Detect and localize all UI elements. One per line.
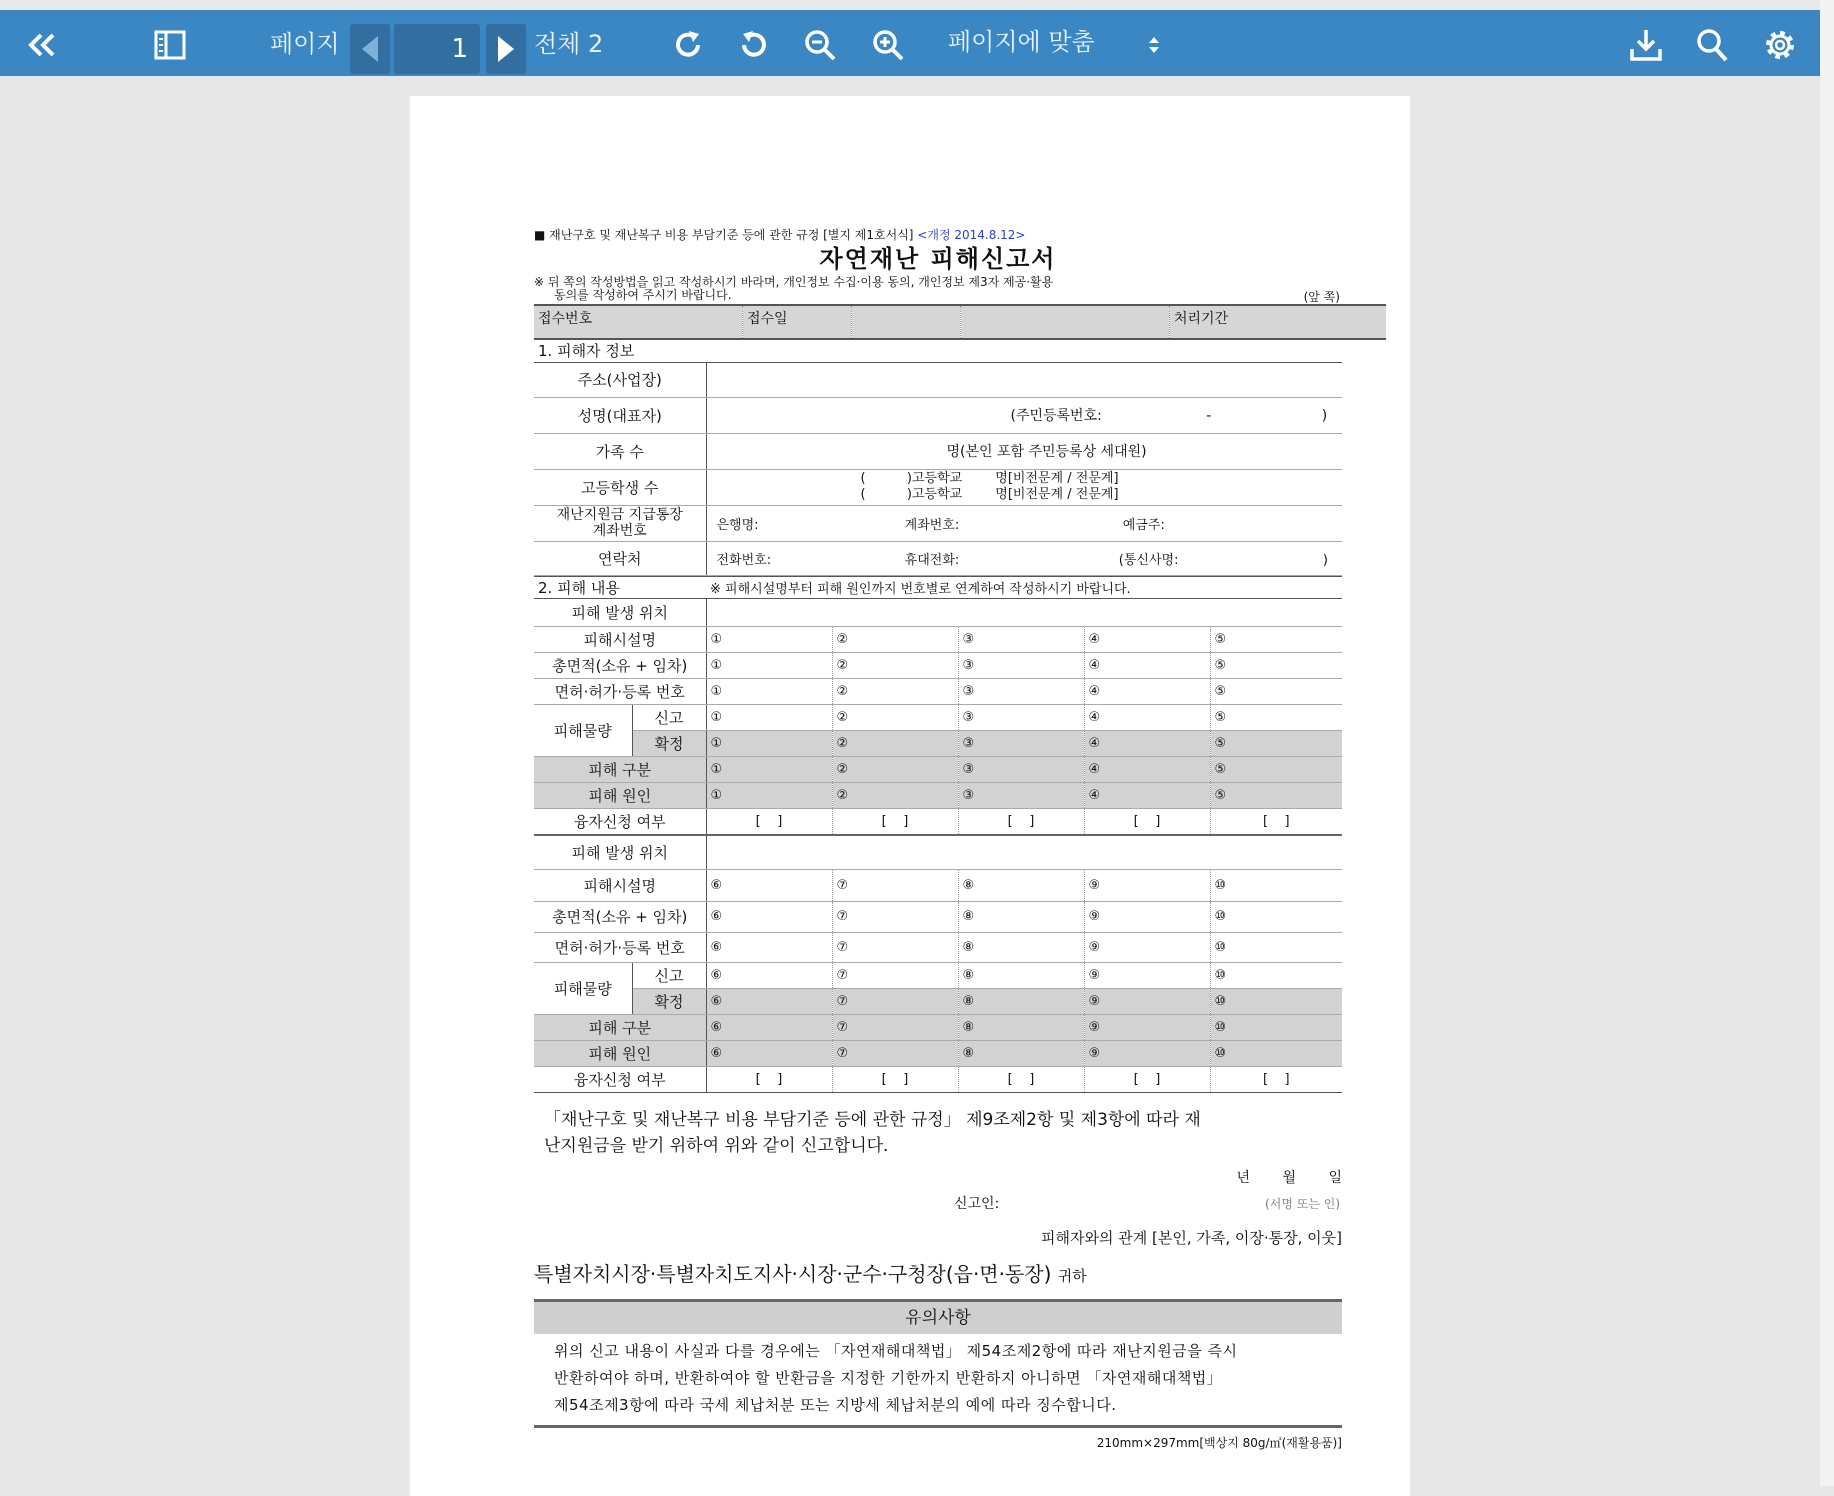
loan-checkbox[interactable]: [ ] <box>832 809 958 836</box>
collapse-sidebar-button[interactable] <box>22 20 62 70</box>
mobile-label: 휴대전화: <box>904 552 960 568</box>
confirm-cell: ② <box>832 731 958 757</box>
receipt-empty-cell <box>961 305 1170 339</box>
license-label: 면허·허가·등록 번호 <box>534 932 706 962</box>
statement-line: 「재난구호 및 재난복구 비용 부담기준 등에 관한 규정」 제9조제2항 및 제3항에 따라 재 <box>544 1109 1201 1130</box>
account-holder-label: 예금주: <box>1122 517 1165 533</box>
hs-count-label: 고등학생 수 <box>534 469 706 505</box>
type-cell: ④ <box>1084 757 1210 783</box>
search-icon <box>1695 27 1729 63</box>
area-cell[interactable]: ⑦ <box>832 901 958 932</box>
confirm-label: 확정 <box>632 731 706 757</box>
confirm-label: 확정 <box>632 988 706 1014</box>
pdf-toolbar <box>0 0 1820 76</box>
receipt-number-label: 접수번호 <box>534 305 743 339</box>
receipt-date-value <box>852 305 961 339</box>
confirm-cell: ⑤ <box>1210 731 1342 757</box>
facility-cell[interactable]: ③ <box>958 627 1084 653</box>
loan-checkbox[interactable]: [ ] <box>706 1066 832 1092</box>
cause-cell: ⑦ <box>832 1040 958 1066</box>
download-button[interactable] <box>1626 20 1666 70</box>
page-number-input[interactable]: 1 <box>394 24 480 74</box>
facility-cell[interactable]: ⑧ <box>958 869 1084 901</box>
paper-spec: 210mm×297mm[백상지 80g/㎡(재활용품)] <box>1096 1435 1342 1450</box>
statement-line: 난지원금을 받기 위하여 위와 같이 신고합니다. <box>544 1135 889 1156</box>
hs-line: ( )고등학교 명[비전문계 / 전문계] <box>860 471 1119 486</box>
license-cell[interactable]: ⑨ <box>1084 932 1210 962</box>
type-cell: ① <box>706 757 832 783</box>
account-number-label: 계좌번호: <box>904 517 960 533</box>
section2-heading-table <box>534 576 1342 599</box>
gear-icon <box>1762 27 1798 63</box>
facility-cell[interactable]: ② <box>832 627 958 653</box>
name-field[interactable] <box>706 397 1342 433</box>
facility-cell[interactable]: ⑦ <box>832 869 958 901</box>
report-label: 신고 <box>632 962 706 988</box>
area-cell[interactable]: ③ <box>958 653 1084 679</box>
facility-label: 피해시설명 <box>534 869 706 901</box>
area-cell[interactable]: ① <box>706 653 832 679</box>
license-cell[interactable]: ① <box>706 679 832 705</box>
family-count-field[interactable] <box>706 433 1342 469</box>
report-cell[interactable]: ② <box>832 705 958 731</box>
addressee-line <box>534 1258 1342 1287</box>
section2-heading: 2. 피해 내용 <box>534 576 706 598</box>
type-cell: ② <box>832 757 958 783</box>
select-updown-icon <box>1147 34 1161 56</box>
confirm-cell: ⑨ <box>1084 988 1210 1014</box>
area-cell[interactable]: ⑥ <box>706 901 832 932</box>
facility-cell[interactable]: ⑩ <box>1210 869 1342 901</box>
license-cell[interactable]: ③ <box>958 679 1084 705</box>
addressee-suffix: 귀하 <box>1057 1266 1087 1285</box>
rotate-counterclockwise-button[interactable] <box>734 20 774 70</box>
contact-field[interactable] <box>706 541 1342 575</box>
report-cell[interactable]: ⑨ <box>1084 962 1210 988</box>
document-page <box>410 96 1410 1496</box>
confirm-cell: ⑩ <box>1210 988 1342 1014</box>
license-cell[interactable]: ⑦ <box>832 932 958 962</box>
hs-count-field[interactable] <box>706 469 1342 505</box>
declaration-statement <box>534 1107 1342 1159</box>
section1-heading: 1. 피해자 정보 <box>534 340 1342 363</box>
amount-label: 피해물량 <box>534 705 632 757</box>
type-cell: ⑨ <box>1084 1014 1210 1040</box>
page-label: 페이지 <box>270 30 340 58</box>
area-label: 총면적(소유 + 임차) <box>534 653 706 679</box>
rotate-clockwise-icon <box>671 28 705 62</box>
license-label: 면허·허가·등록 번호 <box>534 679 706 705</box>
cause-cell: ⑤ <box>1210 783 1342 809</box>
cause-label: 피해 원인 <box>534 1040 706 1066</box>
form-header-note <box>534 226 1342 244</box>
facility-cell[interactable]: ⑨ <box>1084 869 1210 901</box>
address-label: 주소(사업장) <box>534 363 706 397</box>
revision-date: <개정 2014.8.12> <box>917 228 1026 242</box>
location-label: 피해 발생 위치 <box>534 599 706 627</box>
cause-label: 피해 원인 <box>534 783 706 809</box>
contact-label: 연락처 <box>534 541 706 575</box>
confirm-cell: ⑦ <box>832 988 958 1014</box>
confirm-cell: ③ <box>958 731 1084 757</box>
damage-report-form <box>534 226 1342 1451</box>
report-cell[interactable]: ③ <box>958 705 1084 731</box>
phone-label: 전화번호: <box>716 552 772 568</box>
facility-label: 피해시설명 <box>534 627 706 653</box>
area-cell[interactable]: ⑤ <box>1210 653 1342 679</box>
report-cell[interactable]: ⑤ <box>1210 705 1342 731</box>
confirm-cell: ④ <box>1084 731 1210 757</box>
area-label: 총면적(소유 + 임차) <box>534 901 706 932</box>
caution-line: 반환하여야 하며, 반환하여야 할 반환금을 지정한 기한까지 반환하지 아니하면 「자연재해대책법」 <box>554 1368 1223 1387</box>
report-cell[interactable]: ④ <box>1084 705 1210 731</box>
report-cell[interactable]: ① <box>706 705 832 731</box>
resident-number-dash: - <box>1206 408 1212 424</box>
loan-checkbox[interactable]: [ ] <box>1210 809 1342 836</box>
notice-line: ※ 뒤 쪽의 작성방법을 읽고 작성하시기 바라며, 개인정보 수집·이용 동의, 개인정보 제3자 제공·활용 <box>534 275 1054 289</box>
total-pages: 전체 2 <box>534 30 604 58</box>
amount-label: 피해물량 <box>534 962 632 1014</box>
facility-cell[interactable]: ④ <box>1084 627 1210 653</box>
area-cell[interactable]: ⑧ <box>958 901 1084 932</box>
family-count-label: 가족 수 <box>534 433 706 469</box>
loan-label: 융자신청 여부 <box>534 1066 706 1092</box>
area-cell[interactable]: ⑩ <box>1210 901 1342 932</box>
type-cell: ⑤ <box>1210 757 1342 783</box>
reporter-label: 신고인: <box>954 1195 1000 1212</box>
damage-table-2 <box>534 836 1342 1093</box>
caution-body <box>534 1334 1342 1428</box>
zoom-select-arrows[interactable] <box>1144 20 1164 70</box>
regulation-reference: ■ 재난구호 및 재난복구 비용 부담기준 등에 관한 규정 [별지 제1호서식] <box>534 228 914 242</box>
area-cell[interactable]: ⑨ <box>1084 901 1210 932</box>
loan-checkbox[interactable]: [ ] <box>1084 809 1210 836</box>
zoom-in-icon <box>871 28 905 62</box>
license-cell[interactable]: ② <box>832 679 958 705</box>
location-label: 피해 발생 위치 <box>534 836 706 869</box>
type-cell: ⑦ <box>832 1014 958 1040</box>
address-field[interactable] <box>706 363 1342 397</box>
account-label-line: 재난지원금 지급통장 <box>556 507 683 523</box>
damage-table-1 <box>534 599 1342 837</box>
area-cell[interactable]: ④ <box>1084 653 1210 679</box>
zoom-select-value: 페이지에 맞춤 <box>948 28 1095 56</box>
loan-checkbox[interactable]: [ ] <box>958 809 1084 836</box>
zoom-select[interactable] <box>948 22 1168 62</box>
type-label: 피해 구분 <box>534 1014 706 1040</box>
signature-label: (서명 또는 인) <box>1265 1196 1340 1211</box>
zoom-in-button[interactable] <box>868 20 908 70</box>
settings-button[interactable] <box>1760 20 1800 70</box>
type-cell: ⑩ <box>1210 1014 1342 1040</box>
confirm-cell: ⑧ <box>958 988 1084 1014</box>
front-side-label: (앞 쪽) <box>1303 290 1340 304</box>
receipt-date-label: 접수일 <box>743 305 852 339</box>
facility-cell[interactable]: ⑥ <box>706 869 832 901</box>
process-period-label: 처리기간 <box>1170 305 1387 339</box>
zoom-out-button[interactable] <box>800 20 840 70</box>
triangle-left-icon <box>358 34 382 64</box>
notice-line: 동의를 작성하여 주시기 바랍니다. <box>554 288 732 302</box>
cause-cell: ③ <box>958 783 1084 809</box>
location-field[interactable] <box>706 836 1342 869</box>
cause-cell: ① <box>706 783 832 809</box>
caution-line: 위의 신고 내용이 사실과 다를 경우에는 「자연재해대책법」 제54조제2항에 따라 재난지원금을 즉시 <box>554 1341 1238 1360</box>
account-label-line: 계좌번호 <box>592 523 647 539</box>
form-title: 자연재난 피해신고서 <box>819 245 1057 273</box>
license-cell[interactable]: ④ <box>1084 679 1210 705</box>
form-notice <box>534 276 1342 304</box>
report-label: 신고 <box>632 705 706 731</box>
report-cell[interactable]: ⑧ <box>958 962 1084 988</box>
zoom-out-icon <box>803 28 837 62</box>
report-cell[interactable]: ⑩ <box>1210 962 1342 988</box>
cause-cell: ④ <box>1084 783 1210 809</box>
location-field[interactable] <box>706 599 1342 627</box>
license-cell[interactable]: ⑧ <box>958 932 1084 962</box>
reporter-row <box>534 1193 1342 1219</box>
loan-checkbox[interactable]: [ ] <box>706 809 832 836</box>
type-label: 피해 구분 <box>534 757 706 783</box>
name-label: 성명(대표자) <box>534 397 706 433</box>
cause-cell: ⑧ <box>958 1040 1084 1066</box>
double-chevron-left-icon <box>25 30 59 60</box>
license-cell[interactable]: ⑥ <box>706 932 832 962</box>
addressee-text: 특별자치시장·특별자치도지사·시장·군수·구청장(읍·면·동장) <box>534 1261 1052 1286</box>
rotate-counterclockwise-icon <box>737 28 771 62</box>
scrollbar-track[interactable] <box>1820 0 1834 1486</box>
previous-page-button[interactable] <box>350 24 390 74</box>
account-label <box>534 505 706 541</box>
search-button[interactable] <box>1692 20 1732 70</box>
victim-info-table <box>534 363 1342 576</box>
facility-cell[interactable]: ① <box>706 627 832 653</box>
family-count-text: 명(본인 포함 주민등록상 세대원) <box>946 444 1147 460</box>
report-cell[interactable]: ⑥ <box>706 962 832 988</box>
date-line: 년 월 일 <box>1236 1169 1342 1186</box>
bank-name-label: 은행명: <box>716 517 759 533</box>
facility-cell[interactable]: ⑤ <box>1210 627 1342 653</box>
cause-cell: ② <box>832 783 958 809</box>
resident-number-close: ) <box>1321 408 1328 424</box>
sidebar-icon <box>153 29 187 61</box>
cause-cell: ⑨ <box>1084 1040 1210 1066</box>
caution-title: 유의사항 <box>534 1299 1342 1334</box>
download-icon <box>1629 27 1663 63</box>
report-cell[interactable]: ⑦ <box>832 962 958 988</box>
caution-line: 제54조제3항에 따라 국세 체납처분 또는 지방세 체납처분의 예에 따라 징수합니다. <box>554 1395 1117 1414</box>
confirm-cell: ⑥ <box>706 988 832 1014</box>
receipt-table <box>534 304 1386 340</box>
cause-cell: ⑩ <box>1210 1040 1342 1066</box>
loan-label: 융자신청 여부 <box>534 809 706 836</box>
next-page-button[interactable] <box>486 24 526 74</box>
section2-note: ※ 피해시설명부터 피해 원인까지 번호별로 연계하여 작성하시기 바랍니다. <box>706 576 1342 598</box>
relation-line: 피해자와의 관계 [본인, 가족, 이장·통장, 이웃] <box>1041 1228 1342 1247</box>
triangle-right-icon <box>494 34 518 64</box>
resident-number-label: (주민등록번호: <box>1010 408 1102 424</box>
toggle-sidebar-button[interactable] <box>150 20 190 70</box>
cause-cell: ⑥ <box>706 1040 832 1066</box>
rotate-clockwise-button[interactable] <box>668 20 708 70</box>
loan-checkbox[interactable]: [ ] <box>958 1066 1084 1092</box>
loan-checkbox[interactable]: [ ] <box>1084 1066 1210 1092</box>
confirm-cell: ① <box>706 731 832 757</box>
loan-checkbox[interactable]: [ ] <box>832 1066 958 1092</box>
type-cell: ⑧ <box>958 1014 1084 1040</box>
license-cell[interactable]: ⑩ <box>1210 932 1342 962</box>
carrier-label: (통신사명: <box>1118 552 1179 568</box>
type-cell: ⑥ <box>706 1014 832 1040</box>
area-cell[interactable]: ② <box>832 653 958 679</box>
license-cell[interactable]: ⑤ <box>1210 679 1342 705</box>
account-field[interactable] <box>706 505 1342 541</box>
carrier-close: ) <box>1322 552 1328 568</box>
hs-line: ( )고등학교 명[비전문계 / 전문계] <box>860 487 1119 502</box>
loan-checkbox[interactable]: [ ] <box>1210 1066 1342 1092</box>
type-cell: ③ <box>958 757 1084 783</box>
